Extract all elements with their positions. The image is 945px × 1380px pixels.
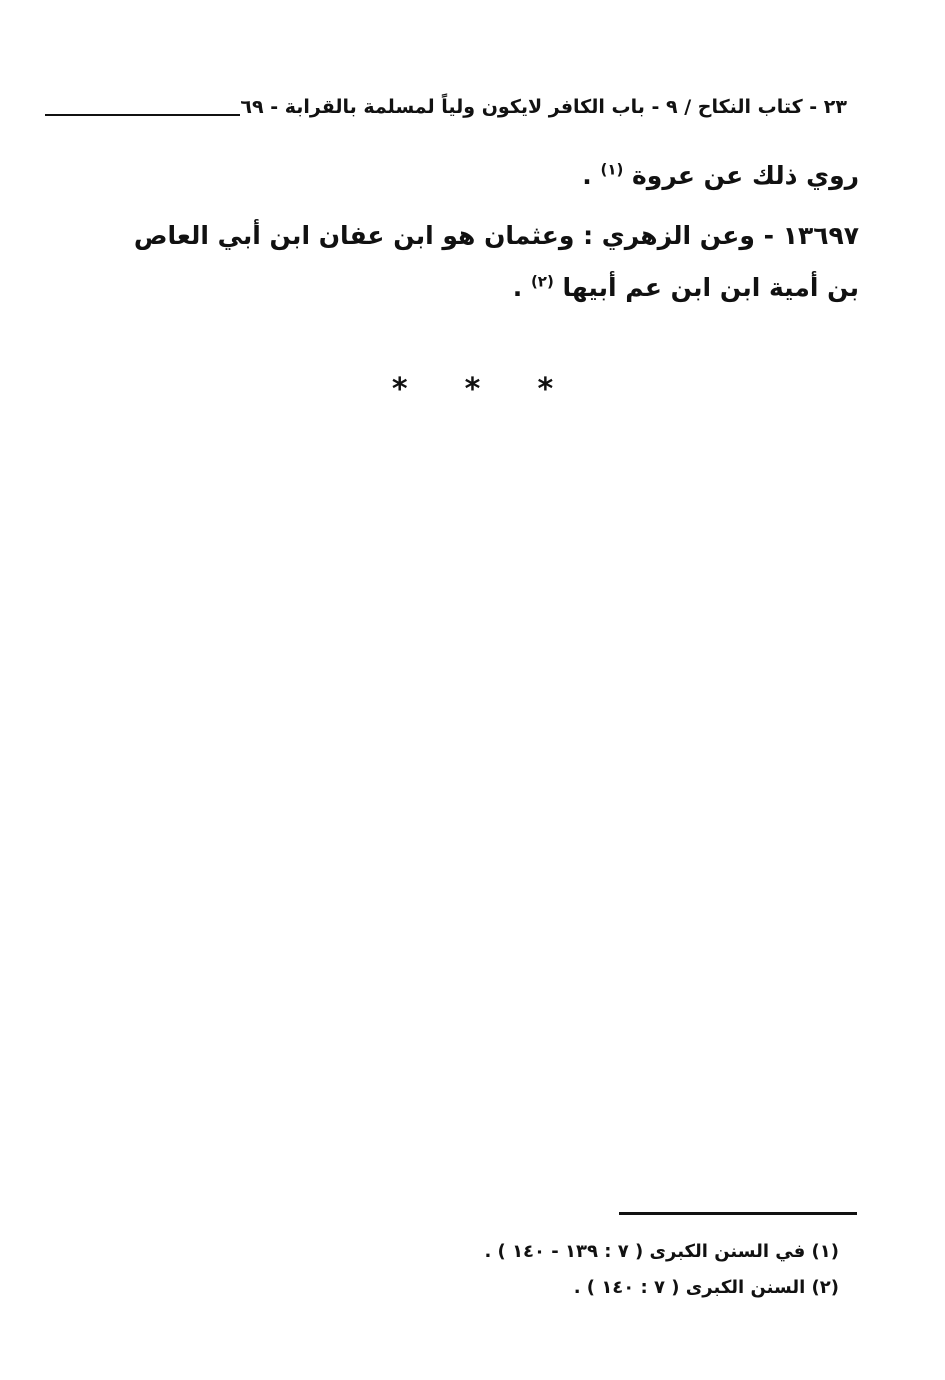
paragraph-end: . (512, 273, 523, 302)
asterisk: * (391, 372, 408, 407)
footnote-reference: (١) (600, 160, 624, 179)
asterisk: * (537, 372, 554, 407)
footnote-rule (619, 1212, 857, 1215)
paragraph-text: - وعن الزهري : وعثمان هو ابن عفان ابن أبي العاص بن أمية ابن ابن عم أبيها (133, 221, 859, 302)
footnote-reference: (٢) (530, 272, 554, 291)
footnotes (300, 1234, 839, 1306)
header-rule (45, 114, 240, 116)
hadith-paragraph (108, 210, 859, 314)
paragraph-text: روي ذلك عن عروة (632, 161, 859, 190)
main-text (108, 150, 859, 314)
running-header-title: ٢٣ - كتاب النكاح / ٩ - باب الكافر لايكون ولياً لمسلمة بالقرابة - ٦٩ (240, 96, 847, 118)
hadith-number: ١٣٦٩٧ (782, 221, 859, 250)
footnote: (١) في السنن الكبرى ( ٧ : ١٣٩ - ١٤٠ ) . (484, 1241, 839, 1262)
running-header (120, 88, 859, 122)
footnote: (٢) السنن الكبرى ( ٧ : ١٤٠ ) . (573, 1277, 839, 1298)
section-separator (0, 372, 945, 407)
paragraph (108, 150, 859, 202)
paragraph-end: . (582, 161, 592, 190)
asterisk: * (464, 372, 481, 407)
